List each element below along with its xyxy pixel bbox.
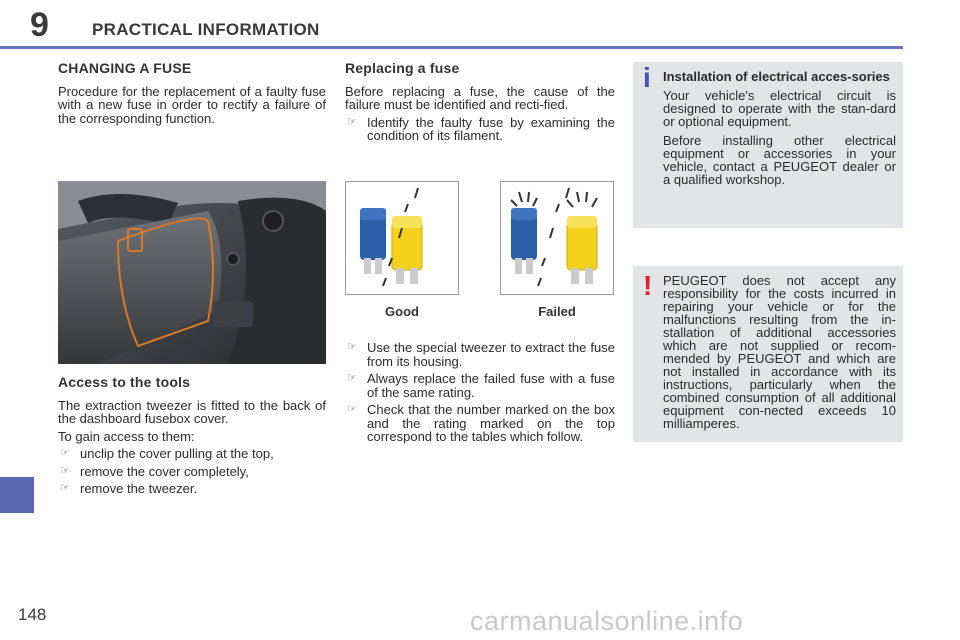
warning-panel-paragraph: PEUGEOT does not accept any responsibility for the costs incurred in repairing your vehicle or for the malfunctions resulting from the in-stallation of additional accessories which are not supplied or recom-mended by PEUGEOT and which are not installed in accordance with its instructions, particularly when the combined consumption of all additional equipment con-nected exceeds 10 milliamperes.: [663, 273, 896, 431]
list-item: ☞ Check that the number marked on the box and the rating marked on the top correspond to the tables which follow.: [347, 402, 615, 444]
replacing-steps: [345, 341, 615, 448]
info-panel-text-2: Before installing other electrical equipment or accessories in your vehicle, contact a PEUGEOT dealer or a qualified workshop.: [663, 133, 896, 187]
list-item: ☞ remove the cover completely,: [60, 463, 249, 479]
warning-panel-text: [663, 274, 896, 436]
list-item: ☞ unclip the cover pulling at the top,: [60, 446, 274, 461]
header-rule: [0, 46, 903, 49]
pointing-hand-icon: ☞: [60, 447, 70, 459]
left-column: [58, 62, 326, 129]
dashboard-fusebox-photo: [58, 181, 326, 364]
watermark: carmanualsonline.info: [470, 606, 744, 636]
yellow-fuse: [392, 216, 422, 284]
fuse-failed-label: Failed: [538, 304, 576, 319]
list-item: ☞ Identify the faulty fuse by examining the condition of its filament.: [347, 114, 615, 143]
pointing-hand-icon: ☞: [60, 464, 70, 477]
blue-fuse: [511, 208, 537, 274]
list-item: ☞ Use the special tweezer to extract the fuse from its housing.: [347, 340, 615, 369]
warning-panel: [633, 266, 903, 442]
fuse-good-illustration: [345, 181, 459, 295]
chapter-number: 9: [30, 6, 49, 44]
pointing-hand-icon: ☞: [347, 341, 357, 353]
list-item: ☞ Always replace the failed fuse with a fuse of the same rating.: [347, 371, 615, 400]
section-title-replacing-fuse: Replacing a fuse: [345, 60, 460, 76]
info-panel-text-1: Your vehicle's electrical circuit is designed to operate with the stan-dard or optional equipment.: [663, 88, 896, 129]
page-number: 148: [18, 605, 47, 624]
section-title-changing-fuse: CHANGING A FUSE: [58, 60, 192, 76]
access-text-1: The extraction tweezer is fitted to the back of the dashboard fusebox cover.: [58, 397, 326, 426]
access-section: [58, 376, 326, 500]
pointing-hand-icon: ☞: [347, 403, 357, 415]
yellow-fuse: [567, 216, 597, 284]
info-panel-text: [663, 70, 896, 192]
info-panel-title: Installation of electrical acces-sories: [663, 69, 890, 84]
fuse-failed-illustration: [500, 181, 614, 295]
section-title-access-tools: Access to the tools: [58, 374, 191, 390]
info-panel: [633, 62, 903, 228]
middle-column: [345, 62, 615, 147]
chapter-title: PRACTICAL INFORMATION: [92, 20, 320, 39]
pointing-hand-icon: ☞: [347, 372, 357, 384]
pointing-hand-icon: ☞: [60, 482, 70, 494]
replacing-intro: Before replacing a fuse, the cause of the failure must be identified and recti-fied.: [345, 83, 615, 112]
warning-icon: !: [643, 270, 653, 301]
intro-paragraph: Procedure for the replacement of a faulty fuse with a new fuse in order to rectify a failure of the corresponding function.: [58, 83, 326, 126]
info-icon: i: [643, 62, 651, 93]
blue-fuse: [360, 208, 386, 274]
chapter-side-tab: [0, 477, 34, 513]
fuse-good-label: Good: [385, 304, 419, 319]
access-text-2: To gain access to them:: [58, 428, 195, 444]
pointing-hand-icon: ☞: [347, 115, 357, 128]
list-item: ☞ remove the tweezer.: [60, 481, 198, 496]
